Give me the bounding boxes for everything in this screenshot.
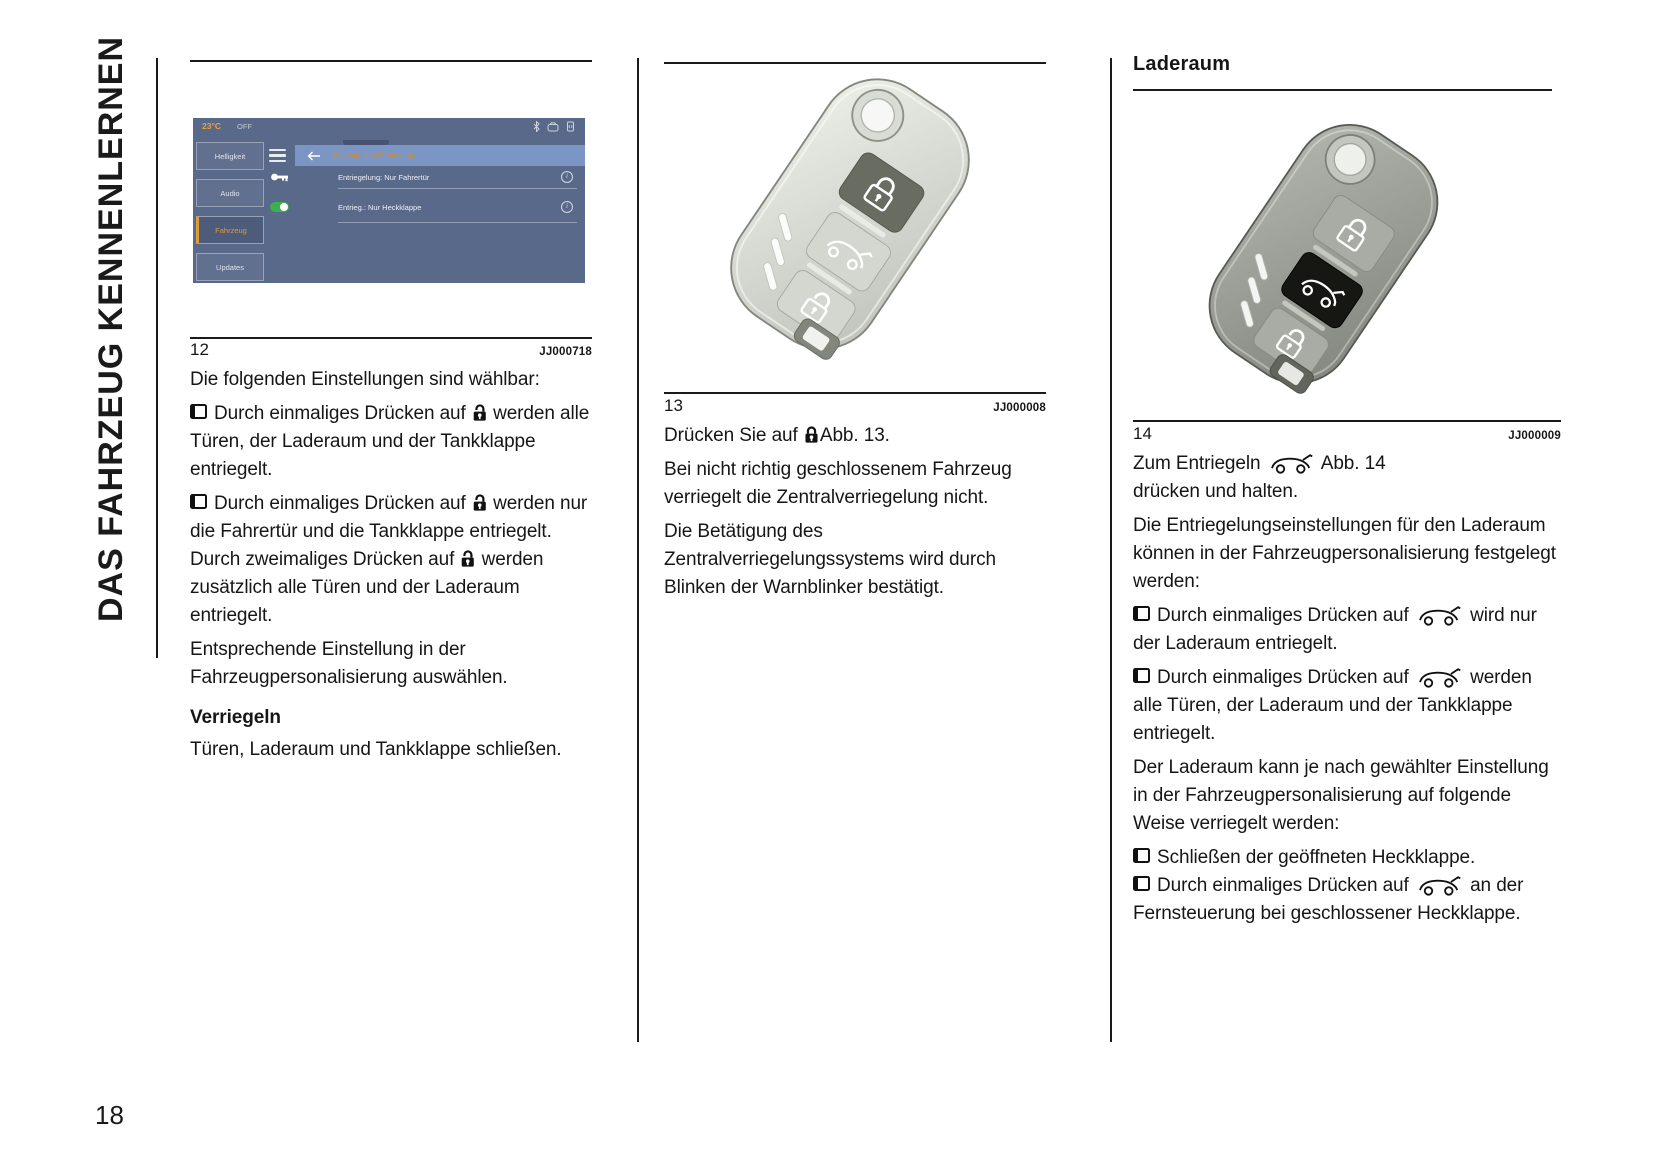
- figure-code: JJ000009: [1508, 430, 1561, 442]
- column2-text: [664, 422, 1060, 608]
- note-paragraph: Entsprechende Einstellung in der Fahrzeugpersonalisierung auswählen.: [190, 639, 508, 688]
- square-bullet: [1133, 876, 1150, 891]
- menu-item-updates[interactable]: Updates: [196, 253, 264, 281]
- fig12-caption-rule: [190, 337, 592, 339]
- chapter-side-label: DAS FAHRZEUG KENNENLERNEN: [92, 35, 130, 622]
- intro-paragraph: Die folgenden Einstellungen sind wählbar:: [190, 369, 540, 390]
- lock-icon: [803, 425, 820, 445]
- square-bullet: [1133, 606, 1150, 621]
- screen-header: [295, 145, 585, 166]
- subheading-verriegeln: Verriegeln: [190, 707, 281, 728]
- press-lock-line: Drücken Sie auf Abb. 13.: [664, 425, 890, 446]
- col1-top-rule: [190, 60, 592, 62]
- figure-14-image: [1172, 116, 1472, 416]
- info-icon[interactable]: i: [561, 201, 573, 213]
- figure-number: 14: [1133, 424, 1152, 443]
- personalisation-paragraph: Die Entriegelungseinstellungen für den Laderaum können in der Fahrzeugpersonalisierung festgelegt werden:: [1133, 515, 1556, 592]
- infotainment-screenshot: [193, 118, 585, 283]
- verriegeln-paragraph: Türen, Laderaum und Tankklappe schließen.: [190, 739, 562, 760]
- hamburger-menu-icon[interactable]: [269, 149, 286, 165]
- laderaum-heading: Laderaum: [1133, 53, 1231, 75]
- key-icon: [270, 172, 290, 182]
- fig12-caption: [190, 340, 592, 360]
- side-label-rule: [156, 58, 158, 658]
- toggle-on-icon[interactable]: [270, 202, 289, 212]
- fig13-caption: [664, 396, 1046, 416]
- column-divider-1: [637, 58, 639, 1042]
- row-divider: [338, 188, 577, 189]
- statusbar-icons: [533, 121, 575, 132]
- unlock-hold-line: Zum Entriegeln Abb. 14: [1133, 453, 1386, 474]
- info-icon[interactable]: i: [561, 171, 573, 183]
- laderaum-heading-rule: [1133, 89, 1552, 91]
- row-divider: [338, 222, 577, 223]
- temperature-readout: 23°C: [202, 121, 221, 131]
- screen-title: Zugang zum Fahrzeug: [333, 151, 414, 160]
- menu-item-fahrzeug[interactable]: Fahrzeug: [196, 216, 264, 244]
- figure-number: 13: [664, 396, 683, 415]
- unlock-hold-line2: drücken und halten.: [1133, 481, 1298, 502]
- warning-paragraph: Bei nicht richtig geschlossenem Fahrzeug verriegelt die Zentralverriegelung nicht.: [664, 459, 1012, 508]
- unlock-icon: [471, 493, 488, 513]
- square-bullet: [1133, 848, 1150, 863]
- bluetooth-icon: [533, 121, 540, 132]
- setting-row-unlock-tailgate[interactable]: [269, 200, 577, 214]
- trunk-car-icon: [1416, 604, 1463, 626]
- phone-sync-icon: [566, 121, 575, 132]
- fig14-caption: [1133, 424, 1561, 444]
- bullet-trunk-only: Durch einmaliges Drücken auf wird nur der Laderaum entriegelt.: [1133, 605, 1537, 654]
- setting-row-unlock-driver-door[interactable]: [269, 170, 577, 184]
- column-divider-2: [1110, 58, 1112, 1042]
- setting-label: Entrieg.: Nur Heckklappe: [338, 202, 422, 212]
- unlock-icon: [459, 549, 476, 569]
- figure-13-image: [700, 70, 1000, 370]
- trunk-car-icon: [1268, 452, 1315, 474]
- menu-item-helligkeit[interactable]: Helligkeit: [196, 142, 264, 170]
- lock-options-paragraph: Der Laderaum kann je nach gewählter Einstellung in der Fahrzeugpersonalisierung auf folgende Weise verriegelt werden:: [1133, 757, 1549, 834]
- bullet-unlock-all: Durch einmaliges Drücken auf werden alle Türen, der Laderaum und der Tankklappe entriegelt.: [190, 403, 590, 480]
- confirmation-paragraph: Die Betätigung des Zentralverriegelungssystems wird durch Blinken der Warnblinker bestätigt.: [664, 521, 996, 598]
- setting-label: Entriegelung: Nur Fahrertür: [338, 172, 430, 182]
- bullet-remote-press: Durch einmaliges Drücken auf an der Fernsteuerung bei geschlossener Heckklappe.: [1133, 875, 1524, 924]
- square-bullet: [190, 404, 207, 419]
- back-arrow-icon[interactable]: [307, 151, 321, 161]
- trunk-car-icon: [1416, 874, 1463, 896]
- fig13-caption-rule: [664, 392, 1046, 394]
- bullet-unlock-driver: Durch einmaliges Drücken auf werden nur die Fahrertür und die Tankklappe entriegelt. Durch zweimaliges Drücken auf werden zusätzlich alle Türen und der Laderaum entriegelt.: [190, 493, 588, 626]
- page-number: 18: [95, 1100, 124, 1130]
- fig14-caption-rule: [1133, 420, 1561, 422]
- unlock-icon: [471, 403, 488, 423]
- column1-text: [190, 366, 596, 770]
- square-bullet: [190, 494, 207, 509]
- screen-menu: [196, 142, 264, 283]
- bullet-close-tailgate: Schließen der geöffneten Heckklappe.: [1133, 844, 1563, 872]
- figure-code: JJ000008: [993, 402, 1046, 414]
- car-connect-icon: [547, 122, 559, 132]
- column3-text: [1133, 450, 1563, 934]
- menu-item-audio[interactable]: Audio: [196, 179, 264, 207]
- figure-code: JJ000718: [539, 346, 592, 358]
- square-bullet: [1133, 668, 1150, 683]
- bullet-all-doors: Durch einmaliges Drücken auf werden alle Türen, der Laderaum und der Tankklappe entriegelt.: [1133, 667, 1532, 744]
- figure-number: 12: [190, 340, 209, 359]
- climate-off-label: OFF: [237, 122, 252, 131]
- trunk-car-icon: [1416, 666, 1463, 688]
